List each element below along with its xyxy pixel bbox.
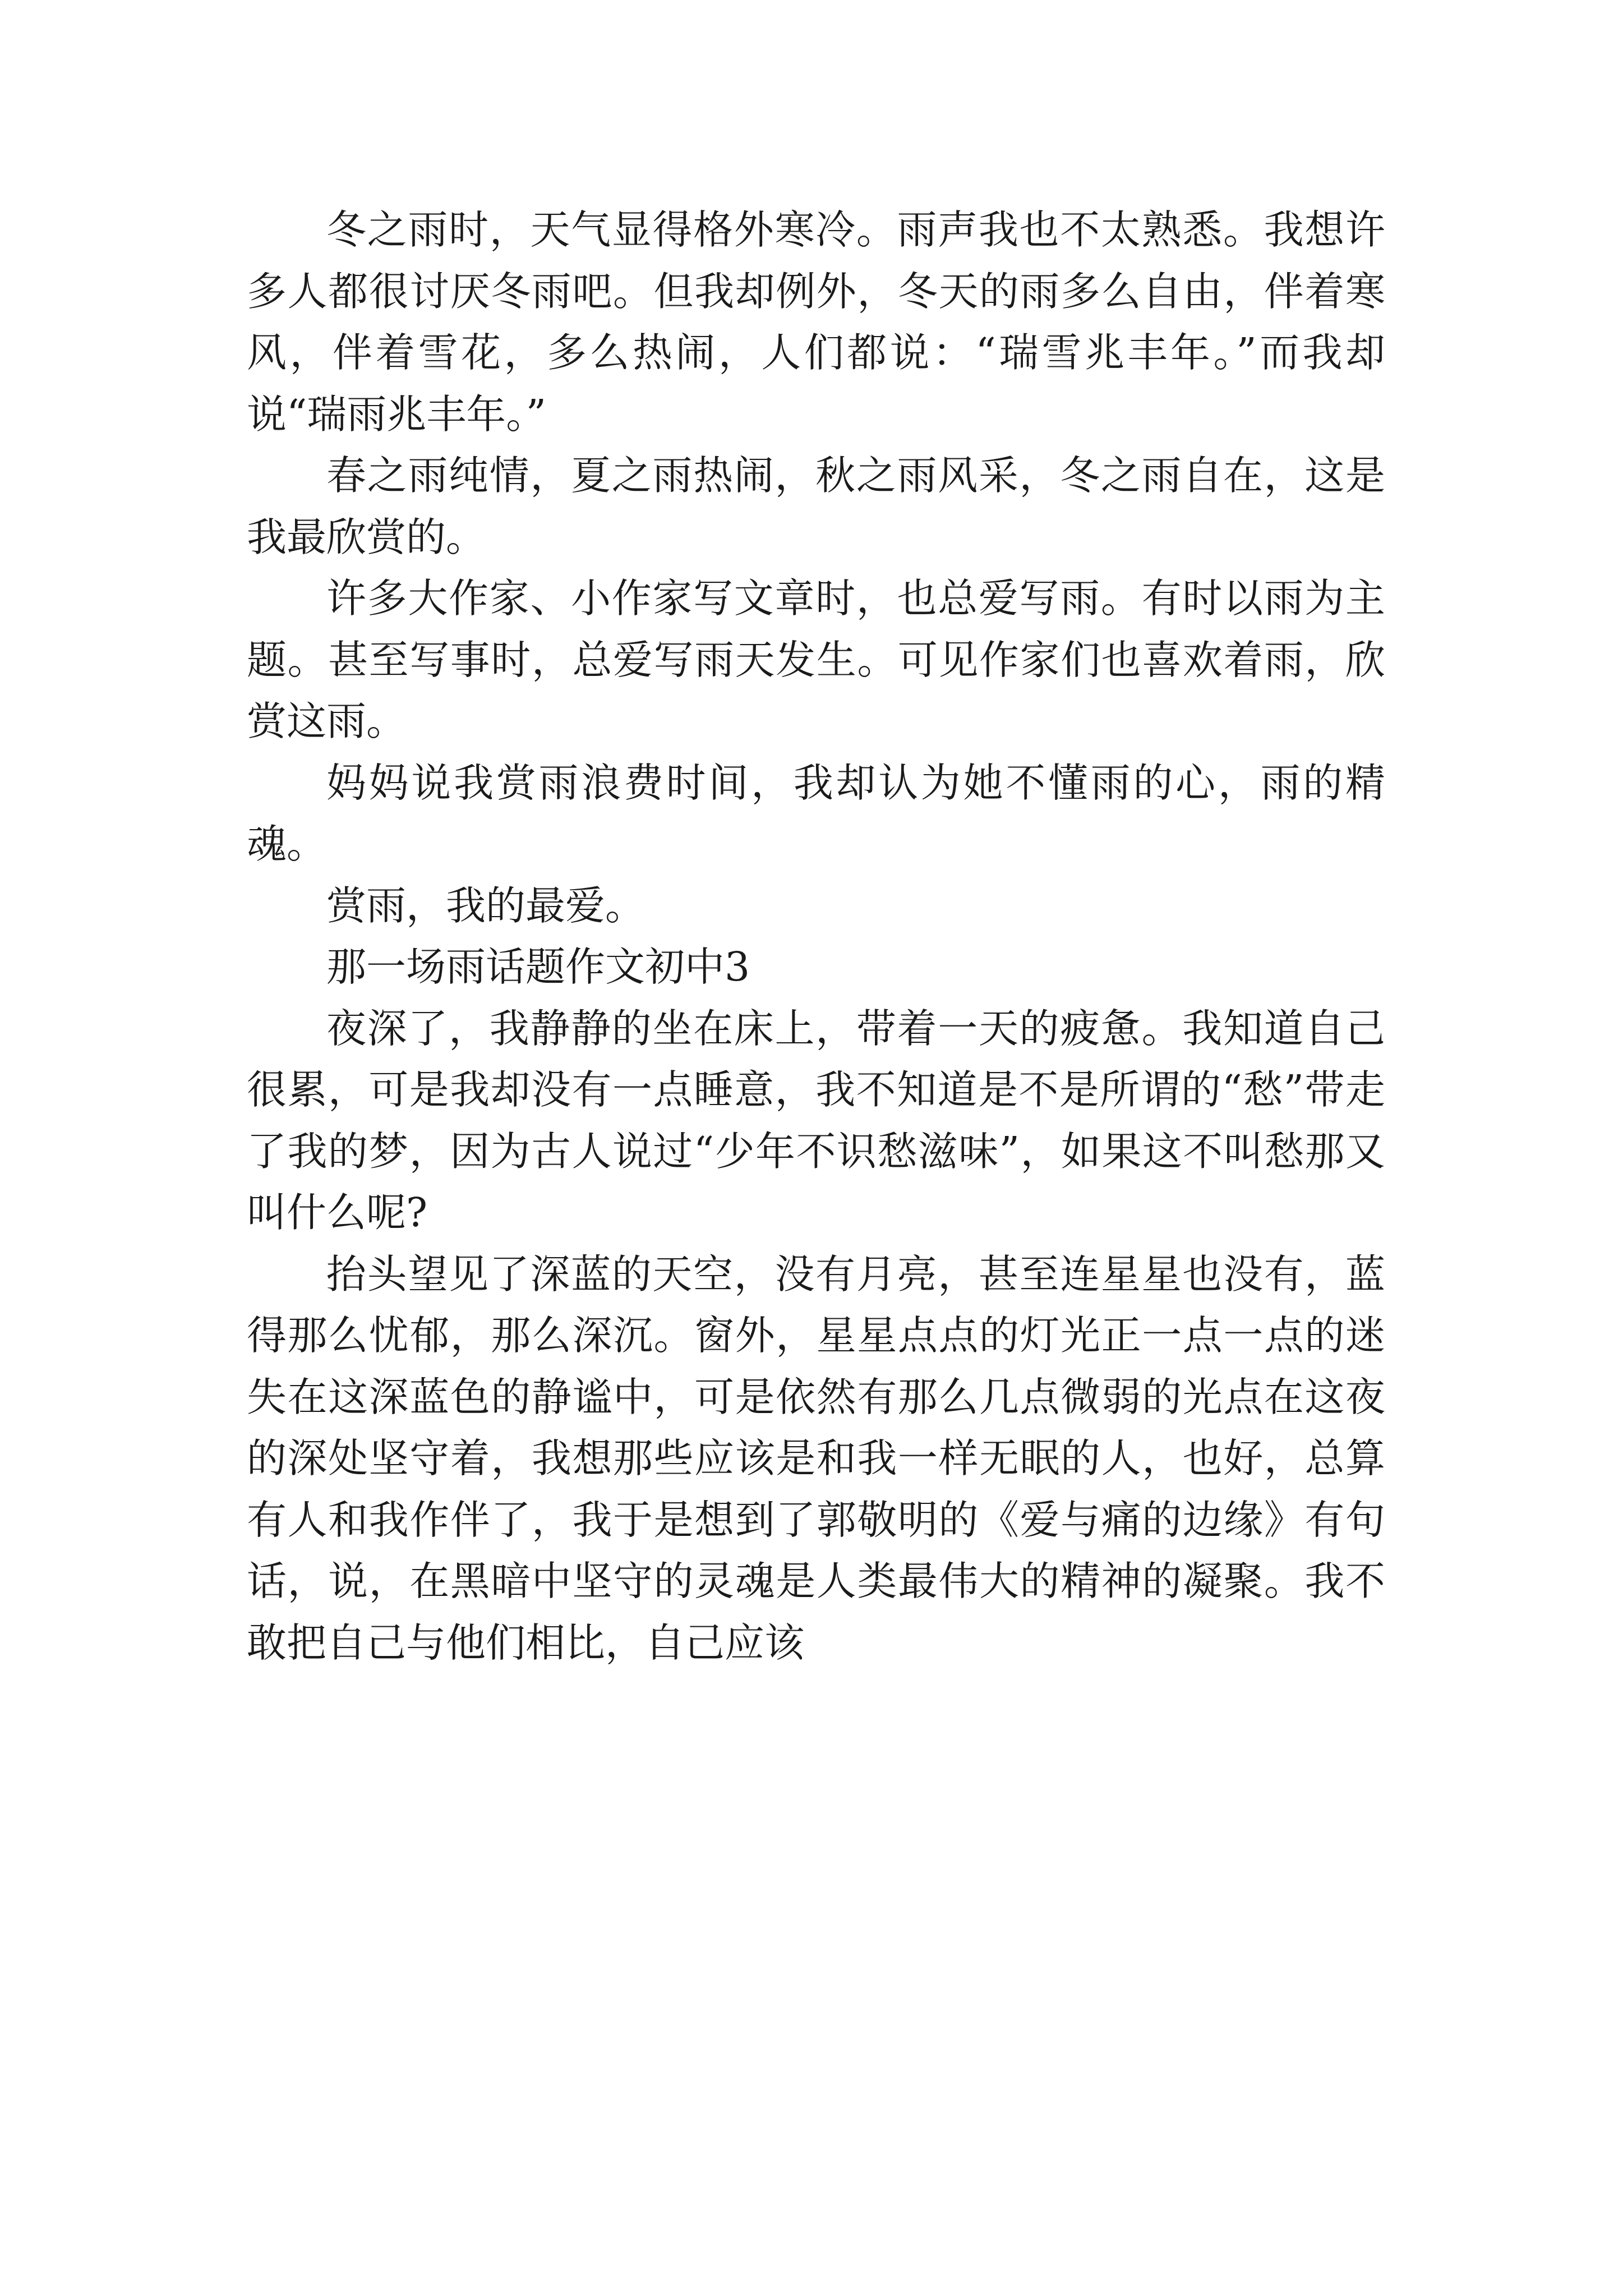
paragraph-writers-rain: 许多大作家、小作家写文章时，也总爱写雨。有时以雨为主题。甚至写事时，总爱写雨天发生。可见作家们也喜欢着雨，欣赏这雨。 bbox=[247, 575, 1385, 744]
paragraph-mother-opinion: 妈妈说我赏雨浪费时间，我却认为她不懂雨的心，雨的精魂。 bbox=[247, 759, 1385, 867]
paragraph-favorite: 赏雨，我的最爱。 bbox=[326, 882, 645, 929]
document-body bbox=[247, 199, 1385, 1673]
paragraph-late-night: 夜深了，我静静的坐在床上，带着一天的疲惫。我知道自己很累，可是我却没有一点睡意，我不知道是不是所谓的“愁”带走了我的梦，因为古人说过“少年不识愁滋味”，如果这不叫愁那又叫什么呢? bbox=[247, 1005, 1385, 1236]
paragraph-winter-rain: 冬之雨时，天气显得格外寒冷。雨声我也不太熟悉。我想许多人都很讨厌冬雨吧。但我却例外，冬天的雨多么自由，伴着寒风，伴着雪花，多么热闹，人们都说：“瑞雪兆丰年。”而我却说“瑞雨兆丰年。” bbox=[247, 206, 1385, 438]
paragraph-four-seasons-rain: 春之雨纯情，夏之雨热闹，秋之雨风采，冬之雨自在，这是我最欣赏的。 bbox=[247, 452, 1385, 560]
paragraph-night-sky: 抬头望见了深蓝的天空，没有月亮，甚至连星星也没有，蓝得那么忧郁，那么深沉。窗外，星星点点的灯光正一点一点的迷失在这深蓝色的静谧中，可是依然有那么几点微弱的光点在这夜的深处坚守着，我想那些应该是和我一样无眠的人，也好，总算有人和我作伴了，我于是想到了郭敬明的《爱与痛的边缘》有句话，说，在黑暗中坚守的灵魂是人类最伟大的精神的凝聚。我不敢把自己与他们相比，自己应该 bbox=[247, 1250, 1385, 1666]
section-heading: 那一场雨话题作文初中3 bbox=[326, 944, 750, 990]
